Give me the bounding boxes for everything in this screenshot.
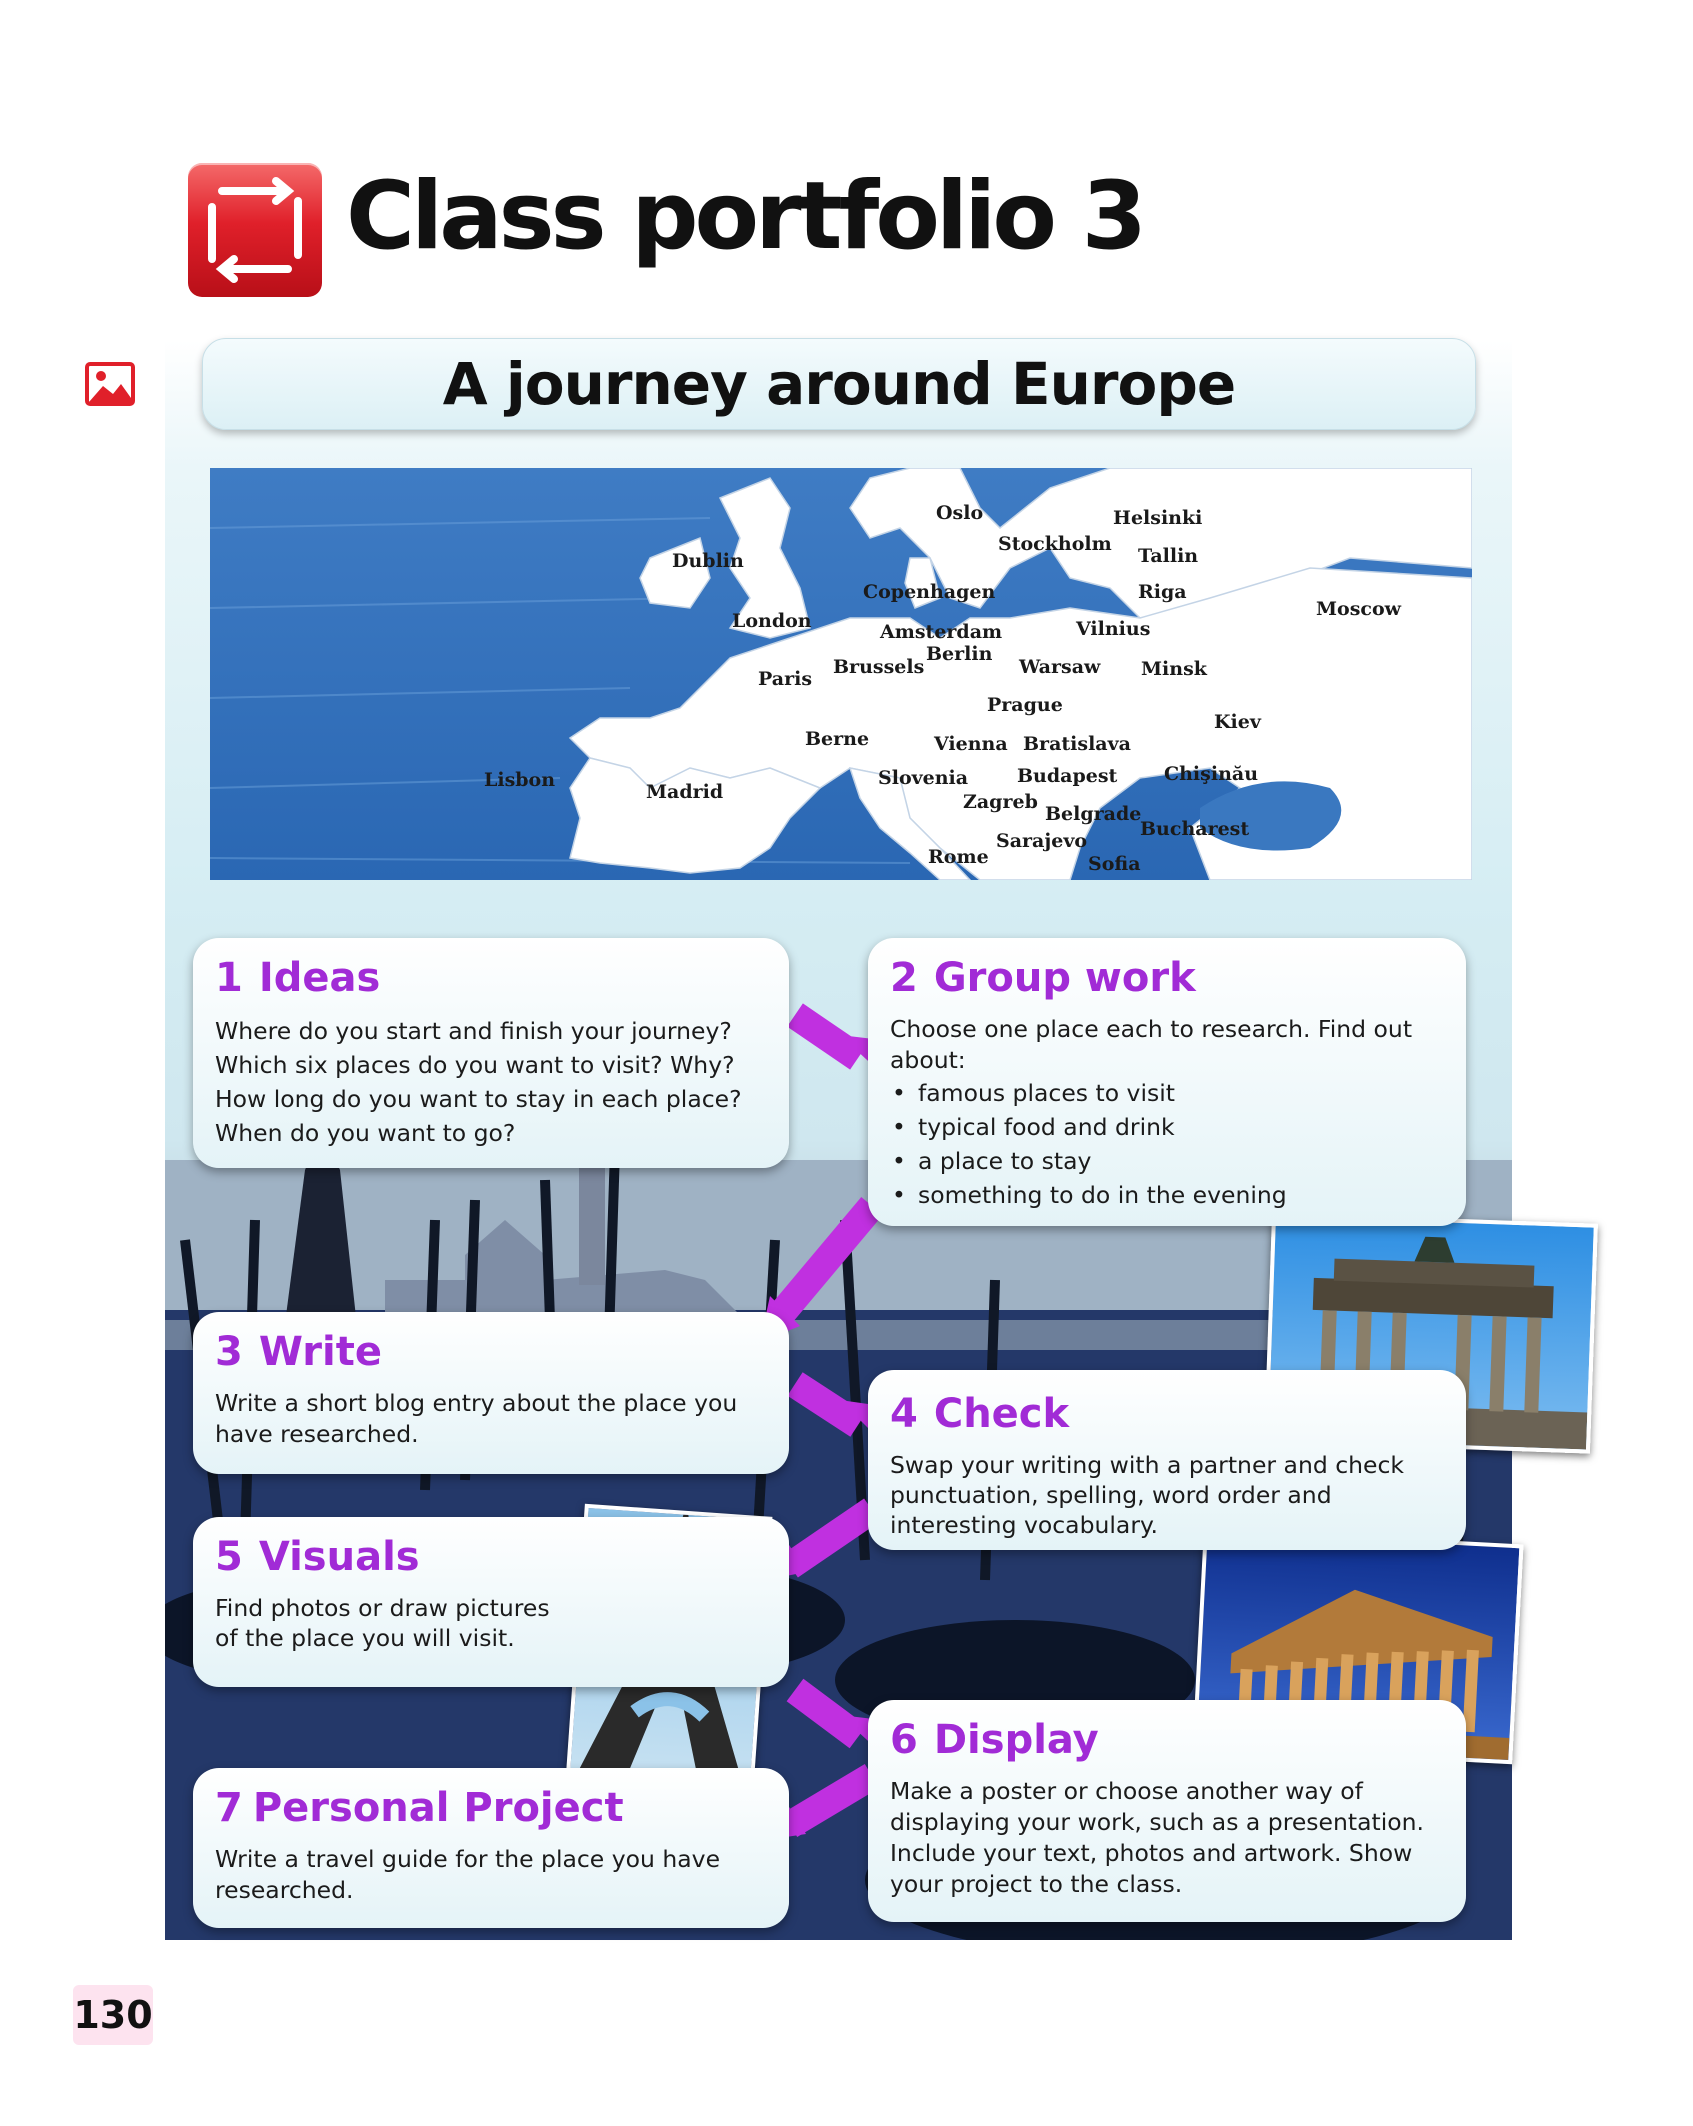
city-label: Paris <box>758 668 813 690</box>
display-text: Make a poster or choose another way of displaying your work, such as a presentation. Include your text, photos and artwork. Show your project to the class. <box>890 1777 1424 1898</box>
city-label: Dublin <box>672 550 744 572</box>
city-label: Rome <box>928 846 989 868</box>
ideas-line: Which six places do you want to visit? Why? <box>215 1051 735 1079</box>
city-label: Budapest <box>1017 765 1118 787</box>
list-item: • typical food and drink <box>918 1110 1444 1144</box>
city-label: Madrid <box>646 781 724 803</box>
city-label: Copenhagen <box>863 581 996 603</box>
city-label: Kiev <box>1214 711 1261 733</box>
check-text: Swap your writing with a partner and check punctuation, spelling, word order and interesting vocabulary. <box>890 1451 1405 1539</box>
city-label: Vienna <box>934 733 1008 755</box>
group-bullet-list <box>890 1076 1444 1212</box>
arrow-4-to-5 <box>790 1510 872 1566</box>
city-label: Sofia <box>1088 853 1141 875</box>
ideas-line: Where do you start and finish your journey? <box>215 1017 732 1045</box>
card-visuals-title: 5 Visuals <box>215 1534 420 1580</box>
page-title: Class portfolio 3 <box>346 162 1144 271</box>
project-text: Write a travel guide for the place you have researched. <box>215 1845 721 1904</box>
city-label: Sarajevo <box>996 830 1088 852</box>
write-text: Write a short blog entry about the place you have researched. <box>215 1389 738 1448</box>
city-label: Warsaw <box>1019 656 1101 678</box>
card-check-title: 4 Check <box>890 1391 1070 1437</box>
city-label: Bucharest <box>1140 818 1250 840</box>
page-number: 130 <box>73 1985 153 2045</box>
card-group-title: 2 Group work <box>890 955 1196 1001</box>
list-item: • a place to stay <box>918 1144 1444 1178</box>
arrow-5-to-6 <box>795 1690 858 1737</box>
card-display-title: 6 Display <box>890 1717 1099 1763</box>
city-label: Tallin <box>1138 545 1199 567</box>
city-label: Vilnius <box>1076 618 1151 640</box>
city-label: Helsinki <box>1113 507 1203 529</box>
city-label: Belgrade <box>1045 803 1142 825</box>
visuals-text: Find photos or draw pictures of the place you will visit. <box>215 1594 550 1652</box>
ideas-line: When do you want to go? <box>215 1119 516 1147</box>
arrow-6-to-7 <box>790 1776 872 1825</box>
city-label: Lisbon <box>484 769 556 791</box>
card-ideas-title: 1 Ideas <box>215 955 381 1001</box>
card-display <box>868 1700 1466 1922</box>
city-label: Chişinău <box>1164 763 1259 785</box>
city-label: Slovenia <box>878 767 969 789</box>
city-label: Bratislava <box>1023 733 1131 755</box>
city-label: Oslo <box>936 502 984 524</box>
city-label: Stockholm <box>998 533 1112 555</box>
city-label: Minsk <box>1141 658 1207 680</box>
list-item: • famous places to visit <box>918 1076 1444 1110</box>
city-label: Berne <box>805 728 870 750</box>
card-write <box>193 1312 789 1474</box>
ideas-line: How long do you want to stay in each place? <box>215 1085 742 1113</box>
card-group-work <box>868 938 1466 1226</box>
city-label: Riga <box>1138 581 1187 603</box>
card-personal-project <box>193 1768 789 1928</box>
city-label: Brussels <box>833 656 925 678</box>
list-item: • something to do in the evening <box>918 1178 1444 1212</box>
group-intro: Choose one place each to research. Find out about: <box>890 1015 1413 1074</box>
city-label: London <box>732 610 812 632</box>
arrow-2-to-3 <box>778 1206 872 1318</box>
city-label: Berlin <box>926 643 993 665</box>
card-visuals <box>193 1517 789 1687</box>
card-write-title: 3 Write <box>215 1329 382 1375</box>
city-label: Prague <box>987 694 1063 716</box>
city-label: Moscow <box>1316 598 1401 620</box>
city-label: Amsterdam <box>880 621 1003 643</box>
subtitle: A journey around Europe <box>442 350 1236 418</box>
card-project-title: 7 Personal Project <box>215 1785 624 1831</box>
card-ideas <box>193 938 789 1168</box>
card-check <box>868 1370 1466 1550</box>
city-label: Zagreb <box>963 791 1038 813</box>
